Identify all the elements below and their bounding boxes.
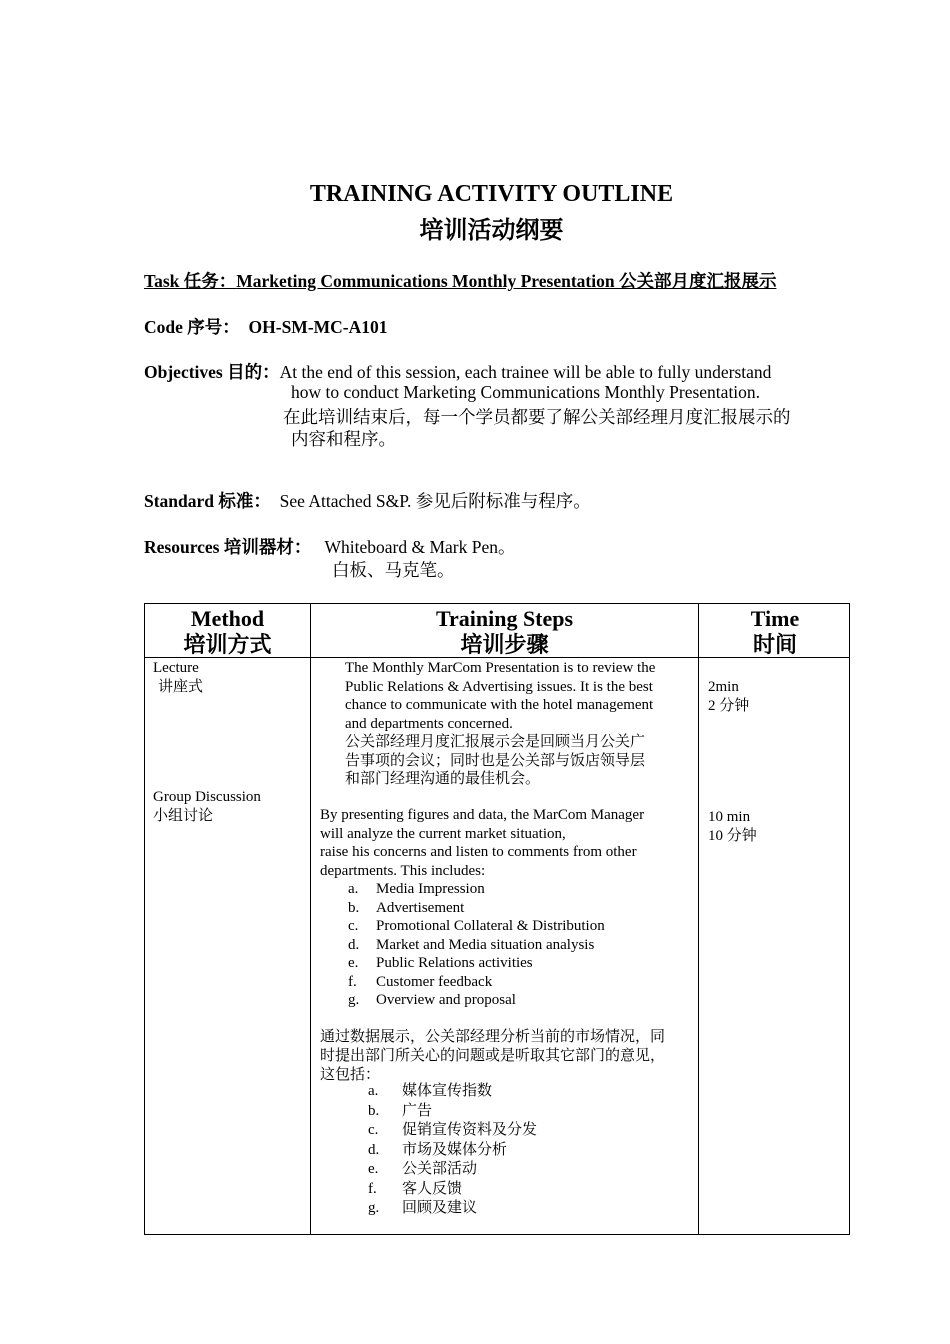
list-item: e. 公关部活动 [368,1161,478,1177]
list-item: f. Customer feedback [348,973,493,990]
list-item: e. Public Relations activities [348,955,533,971]
method-lecture: Lecture 讲座式 [153,660,204,695]
time-group-discussion: 10 min 10 分钟 [708,809,757,844]
document-title: TRAINING ACTIVITY OUTLINE [309,181,674,207]
list-item: f. 客人反馈 [368,1180,463,1197]
header-time: Time 时间 [750,606,800,657]
resources-line-2: 白板、马克笔。 [332,560,455,580]
objectives-line-3: 在此培训结束后，每一个学员都要了解公关部经理月度汇报展示的 [283,407,791,427]
column-divider [310,604,311,1234]
document-title-cn: 培训活动纲要 [419,218,564,244]
standard-value: See Attached S&P. 参见后附标准与程序。 [279,491,591,511]
objectives-line-4: 内容和程序。 [291,429,396,449]
list-item: b. Advertisement [348,899,465,916]
method-group-discussion: Group Discussion 小组讨论 [153,789,261,824]
training-steps-table [144,603,850,1235]
step-discussion-list [348,880,678,1010]
column-divider [698,604,699,1234]
list-item: d. Market and Media situation analysis [348,936,595,953]
objectives-line-1: At the end of this session, each trainee will be able to fully understand [279,362,772,382]
resources-label: Resources 培训器材： [144,537,312,557]
code-line [144,314,388,339]
step-discussion-list-cn [368,1082,668,1219]
resources-line-1: Whiteboard & Mark Pen。 [324,537,516,557]
time-lecture: 2min 2 分钟 [708,679,750,714]
objectives-line-2: how to conduct Marketing Communications Monthly Presentation. [291,382,761,402]
list-item: c. 促销宣传资料及分发 [368,1122,538,1138]
task-line [144,268,776,293]
code-value: OH-SM-MC-A101 [248,317,388,337]
list-item: a. 媒体宣传指数 [368,1083,493,1099]
list-item: g. 回顾及建议 [368,1200,478,1216]
step-discussion-text-cn: 通过数据展示，公关部经理分析当前的市场情况，同 时提出部门所关心的问题或是听取其它部门的意见， 这包括： [320,1029,666,1083]
code-label: Code 序号： [144,317,240,337]
objectives-label: Objectives 目的： [144,362,280,382]
standard-line [144,488,591,513]
task-label: Task 任务： [144,271,237,291]
task-value: Marketing Communications Monthly Presentation 公关部月度汇报展示 [236,271,777,291]
step-discussion-text: By presenting figures and data, the MarCom Manager will analyze the current market situation, raise his concerns and listen to comments from other departments. This includes: [320,807,645,879]
standard-label: Standard 标准： [144,491,271,511]
list-item: c. Promotional Collateral & Distribution [348,918,605,934]
step-lecture-text: The Monthly MarCom Presentation is to review the Public Relations & Advertising issues. It is the best chance to communicate with the hotel management and departments concerned. 公关部经理月度汇报展示会是回顾当月公关广 告事项的会议；同时也是公关部与饭店领导层 和部门经理沟通的最佳机会。 [345,660,656,787]
list-item: a. Media Impression [348,881,485,897]
list-item: b. 广告 [368,1102,433,1119]
header-training-steps: Training Steps 培训步骤 [435,606,574,657]
list-item: d. 市场及媒体分析 [368,1141,508,1158]
list-item: g. Overview and proposal [348,992,516,1008]
header-method: Method 培训方式 [183,606,272,657]
